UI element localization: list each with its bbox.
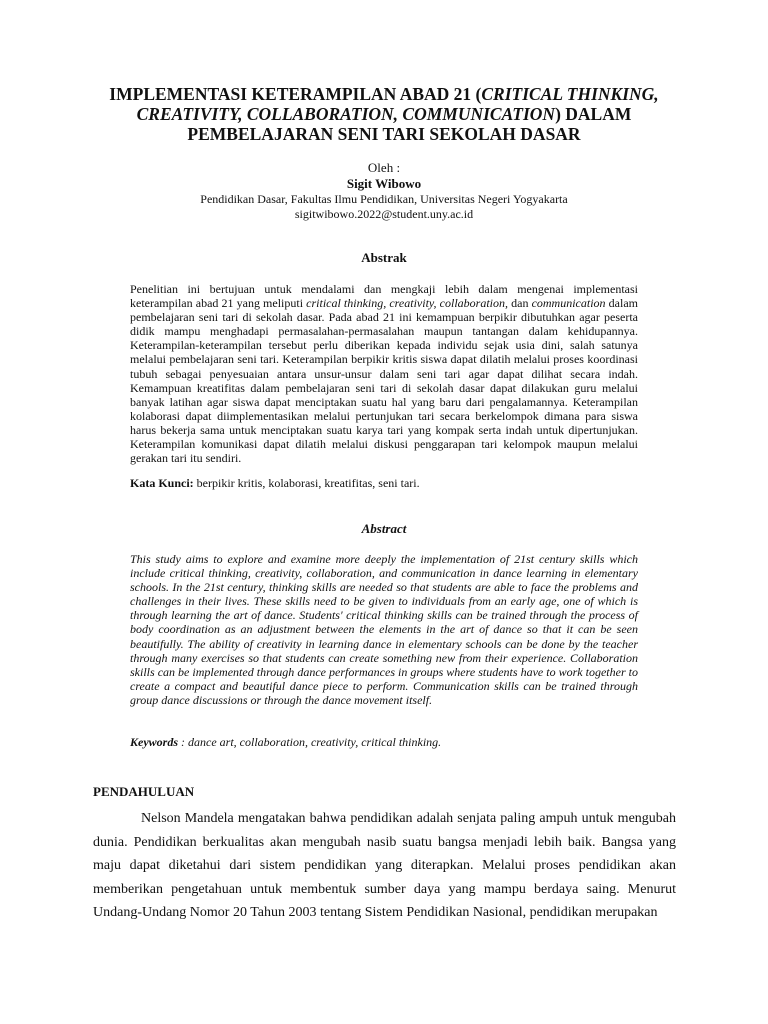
kata-kunci bbox=[130, 476, 638, 490]
abstrak-text-3: dalam pembelajaran seni tari di sekolah dasar. Pada abad 21 ini kemampuan berpikir dibutuhkan agar peserta didik mampu menghadapi permasalahan-permasalahan maupun tantangan dalam kehidupannya. Keterampilan-keterampilan tersebut perlu diberikan kepada individu sejak usia dini, salah satunya melalui pembelajaran seni tari. Keterampilan berpikir kritis siswa dapat dilatih melalui proses koordinasi tubuh sebagai penyesuaian antara unsur-unsur dalam seni tari agar dapat dilihat secara indah. Kemampuan kreatifitas dalam pembelajaran seni tari di sekolah dasar dapat dilakukan guru melalui banyak latihan agar siswa dapat menciptakan suatu hal yang baru dari pengalamannya. Keterampilan kolaborasi dapat diimplementasikan melalui pertunjukan tari secara berkelompok dimana para siswa harus bekerja sama untuk menciptakan suatu karya tari yang kompak serta indah untuk dipertunjukan. Keterampilan komunikasi dapat dilatih melalui diskusi penggarapan tari kelompok maupun melalui gerakan tari itu sendiri. bbox=[130, 296, 638, 466]
abstrak-text-1: Penelitian ini bertujuan untuk mendalami dan mengkaji lebih dalam mengenai implementasi keterampilan abad 21 yang meliputi bbox=[130, 282, 638, 311]
keywords bbox=[130, 735, 638, 749]
title-part-1: IMPLEMENTASI KETERAMPILAN ABAD 21 ( bbox=[109, 84, 482, 104]
abstrak-italic-2: communication bbox=[531, 296, 606, 311]
title-part-2-italic: CRITICAL THINKING, CREATIVITY, COLLABORATION, COMMUNICATION bbox=[136, 84, 659, 124]
paper-title bbox=[80, 84, 688, 144]
abstract-heading: Abstract bbox=[361, 521, 407, 536]
abstrak-text-2: dan bbox=[508, 296, 532, 311]
abstrak-heading: Abstrak bbox=[361, 250, 407, 265]
byline-oleh: Oleh : bbox=[367, 160, 401, 175]
abstract-body: This study aims to explore and examine more deeply the implementation of 21st century skills which include critical thinking, creativity, collaboration, and communication in dance learning in elementary schools. In the 21st century, thinking skills are needed so that students are able to face the problems and challenges in their lives. These skills need to be given to individuals from an early age, one of which is through learning the art of dance. Students' critical thinking skills can be trained through the process of body coordination as an adjustment between the elements in the art of dance so that it can be seen beautifully. The ability of creativity in learning dance in elementary schools can be done by the teacher through many exercises so that students can create something new from their experience. Collaboration skills can be implemented through dance performances in groups where students have to work together to create a compact and beautiful dance piece to perform. Communication skills can be trained through group dance discussions or through the dance movement itself. bbox=[130, 552, 638, 707]
pendahuluan-paragraph: Nelson Mandela mengatakan bahwa pendidikan adalah senjata paling ampuh untuk mengubah dunia. Pendidikan berkualitas akan mengubah nasib suatu bangsa menjadi lebih baik. Bangsa yang maju dapat diketahui dari sistem pendidikan yang diterapkan. Melalui proses pendidikan akan memberikan pengetahuan untuk membentuk sumber daya yang mampu berdaya saing. Menurut Undang-Undang Nomor 20 Tahun 2003 tentang Sistem Pendidikan Nasional, pendidikan merupakan bbox=[93, 811, 676, 920]
keywords-text: : dance art, collaboration, creativity, critical thinking. bbox=[178, 735, 442, 749]
keywords-label: Keywords bbox=[130, 735, 178, 749]
title-part-3: ) DALAM PEMBELAJARAN SENI TARI SEKOLAH DASAR bbox=[187, 104, 632, 144]
abstrak-body bbox=[130, 282, 638, 465]
kata-kunci-label: Kata Kunci: bbox=[130, 476, 194, 490]
abstrak-italic-1: critical thinking, creativity, collaboration, bbox=[306, 296, 509, 311]
section-heading-pendahuluan: PENDAHULUAN bbox=[93, 784, 195, 799]
author-name: Sigit Wibowo bbox=[346, 176, 422, 191]
author-affiliation: Pendidikan Dasar, Fakultas Ilmu Pendidikan, Universitas Negeri Yogyakarta bbox=[200, 192, 568, 206]
kata-kunci-text: berpikir kritis, kolaborasi, kreatifitas, seni tari. bbox=[193, 476, 420, 490]
author-email: sigitwibowo.2022@student.uny.ac.id bbox=[294, 207, 474, 221]
